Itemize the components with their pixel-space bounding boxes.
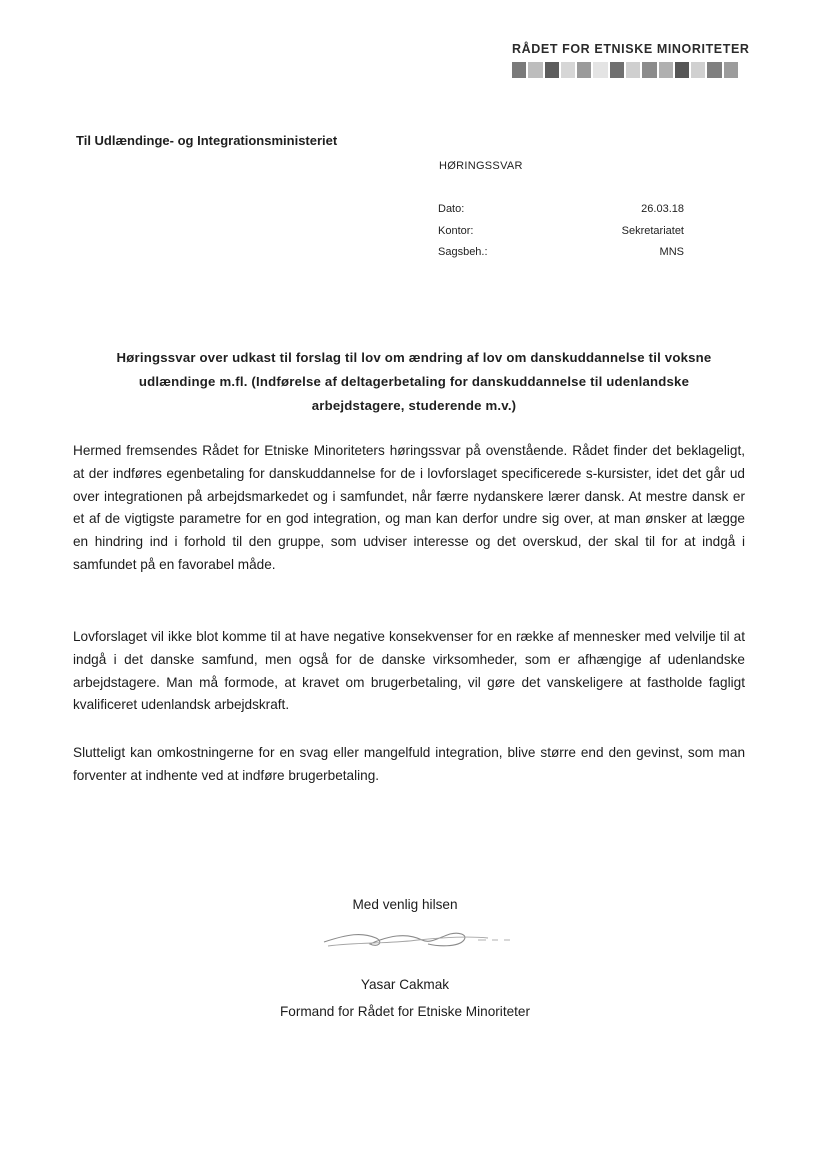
handwritten-signature: [318, 920, 518, 956]
strip-segment: [528, 62, 542, 78]
meta-value: MNS: [659, 246, 684, 258]
meta-row-date: [438, 203, 684, 225]
strip-segment: [577, 62, 591, 78]
strip-segment: [724, 62, 738, 78]
letterhead-color-strip: [512, 62, 738, 78]
meta-row-case-handler: [438, 246, 684, 268]
organization-name: RÅDET FOR ETNISKE MINORITETER: [512, 42, 750, 56]
strip-segment: [512, 62, 526, 78]
strip-segment: [561, 62, 575, 78]
recipient: Til Udlændinge- og Integrationsministeriet: [76, 133, 338, 148]
strip-segment: [642, 62, 656, 78]
document-type: HØRINGSSVAR: [439, 160, 523, 172]
letterhead: [512, 42, 750, 78]
closing-greeting: Med venlig hilsen: [352, 897, 458, 912]
body-paragraph: Hermed fremsendes Rådet for Etniske Minoriteters høringssvar på ovenstående. Rådet finder det beklageligt, at der indføres egenbetaling for danskuddannelse for de i lovforslaget specificerede s-kursister, idet det går ud over integrationen på arbejdsmarkedet og i samfundet, når færre nydanskere lærer dansk. At mestre dansk er et af de vigtigste parametre for en god integration, og man kan derfor undre sig over, at man ønsker at lægge en hindring ind i forhold til den gruppe, som udviser interesse og det overskud, der skal til for at indgå i samfundet på en favorabel måde.: [73, 443, 745, 572]
strip-segment: [593, 62, 607, 78]
meta-label: Sagsbeh.:: [438, 246, 488, 258]
meta-value: Sekretariatet: [621, 224, 684, 237]
strip-segment: [545, 62, 559, 78]
signer-name: Yasar Cakmak: [360, 977, 450, 992]
strip-segment: [691, 62, 705, 78]
strip-segment: [675, 62, 689, 78]
meta-value: 26.03.18: [641, 203, 684, 215]
subject-line: arbejdstagere, studerende m.v.): [311, 398, 517, 413]
signer-title: Formand for Rådet for Etniske Minoriteter: [279, 1004, 531, 1019]
strip-segment: [659, 62, 673, 78]
metadata-block: [438, 203, 684, 268]
strip-segment: [707, 62, 721, 78]
body-paragraph: Lovforslaget vil ikke blot komme til at have negative konsekvenser for en række af mennesker med velvilje til at indgå i det danske samfund, men også for de danske virksomheder, som er afhængige af udenlandske arbejdstagere. Man må formode, at kravet om brugerbetaling, vil gøre det vanskeligere at fastholde fagligt kvalificeret udenlandsk arbejdskraft.: [73, 629, 745, 713]
subject-line: Høringssvar over udkast til forslag til lov om ændring af lov om danskuddannelse til voksne: [116, 350, 712, 365]
body-paragraph: Slutteligt kan omkostningerne for en svag eller mangelfuld integration, blive større end den gevinst, som man forventer at indhente ved at indføre brugerbetaling.: [73, 745, 745, 783]
meta-label: Kontor:: [438, 224, 474, 237]
meta-row-office: [438, 225, 684, 247]
meta-label: Dato:: [438, 203, 465, 215]
strip-segment: [610, 62, 624, 78]
strip-segment: [626, 62, 640, 78]
subject-heading: [80, 346, 748, 418]
subject-line: udlændinge m.fl. (Indførelse af deltagerbetaling for danskuddannelse til udenlandske: [138, 374, 690, 389]
